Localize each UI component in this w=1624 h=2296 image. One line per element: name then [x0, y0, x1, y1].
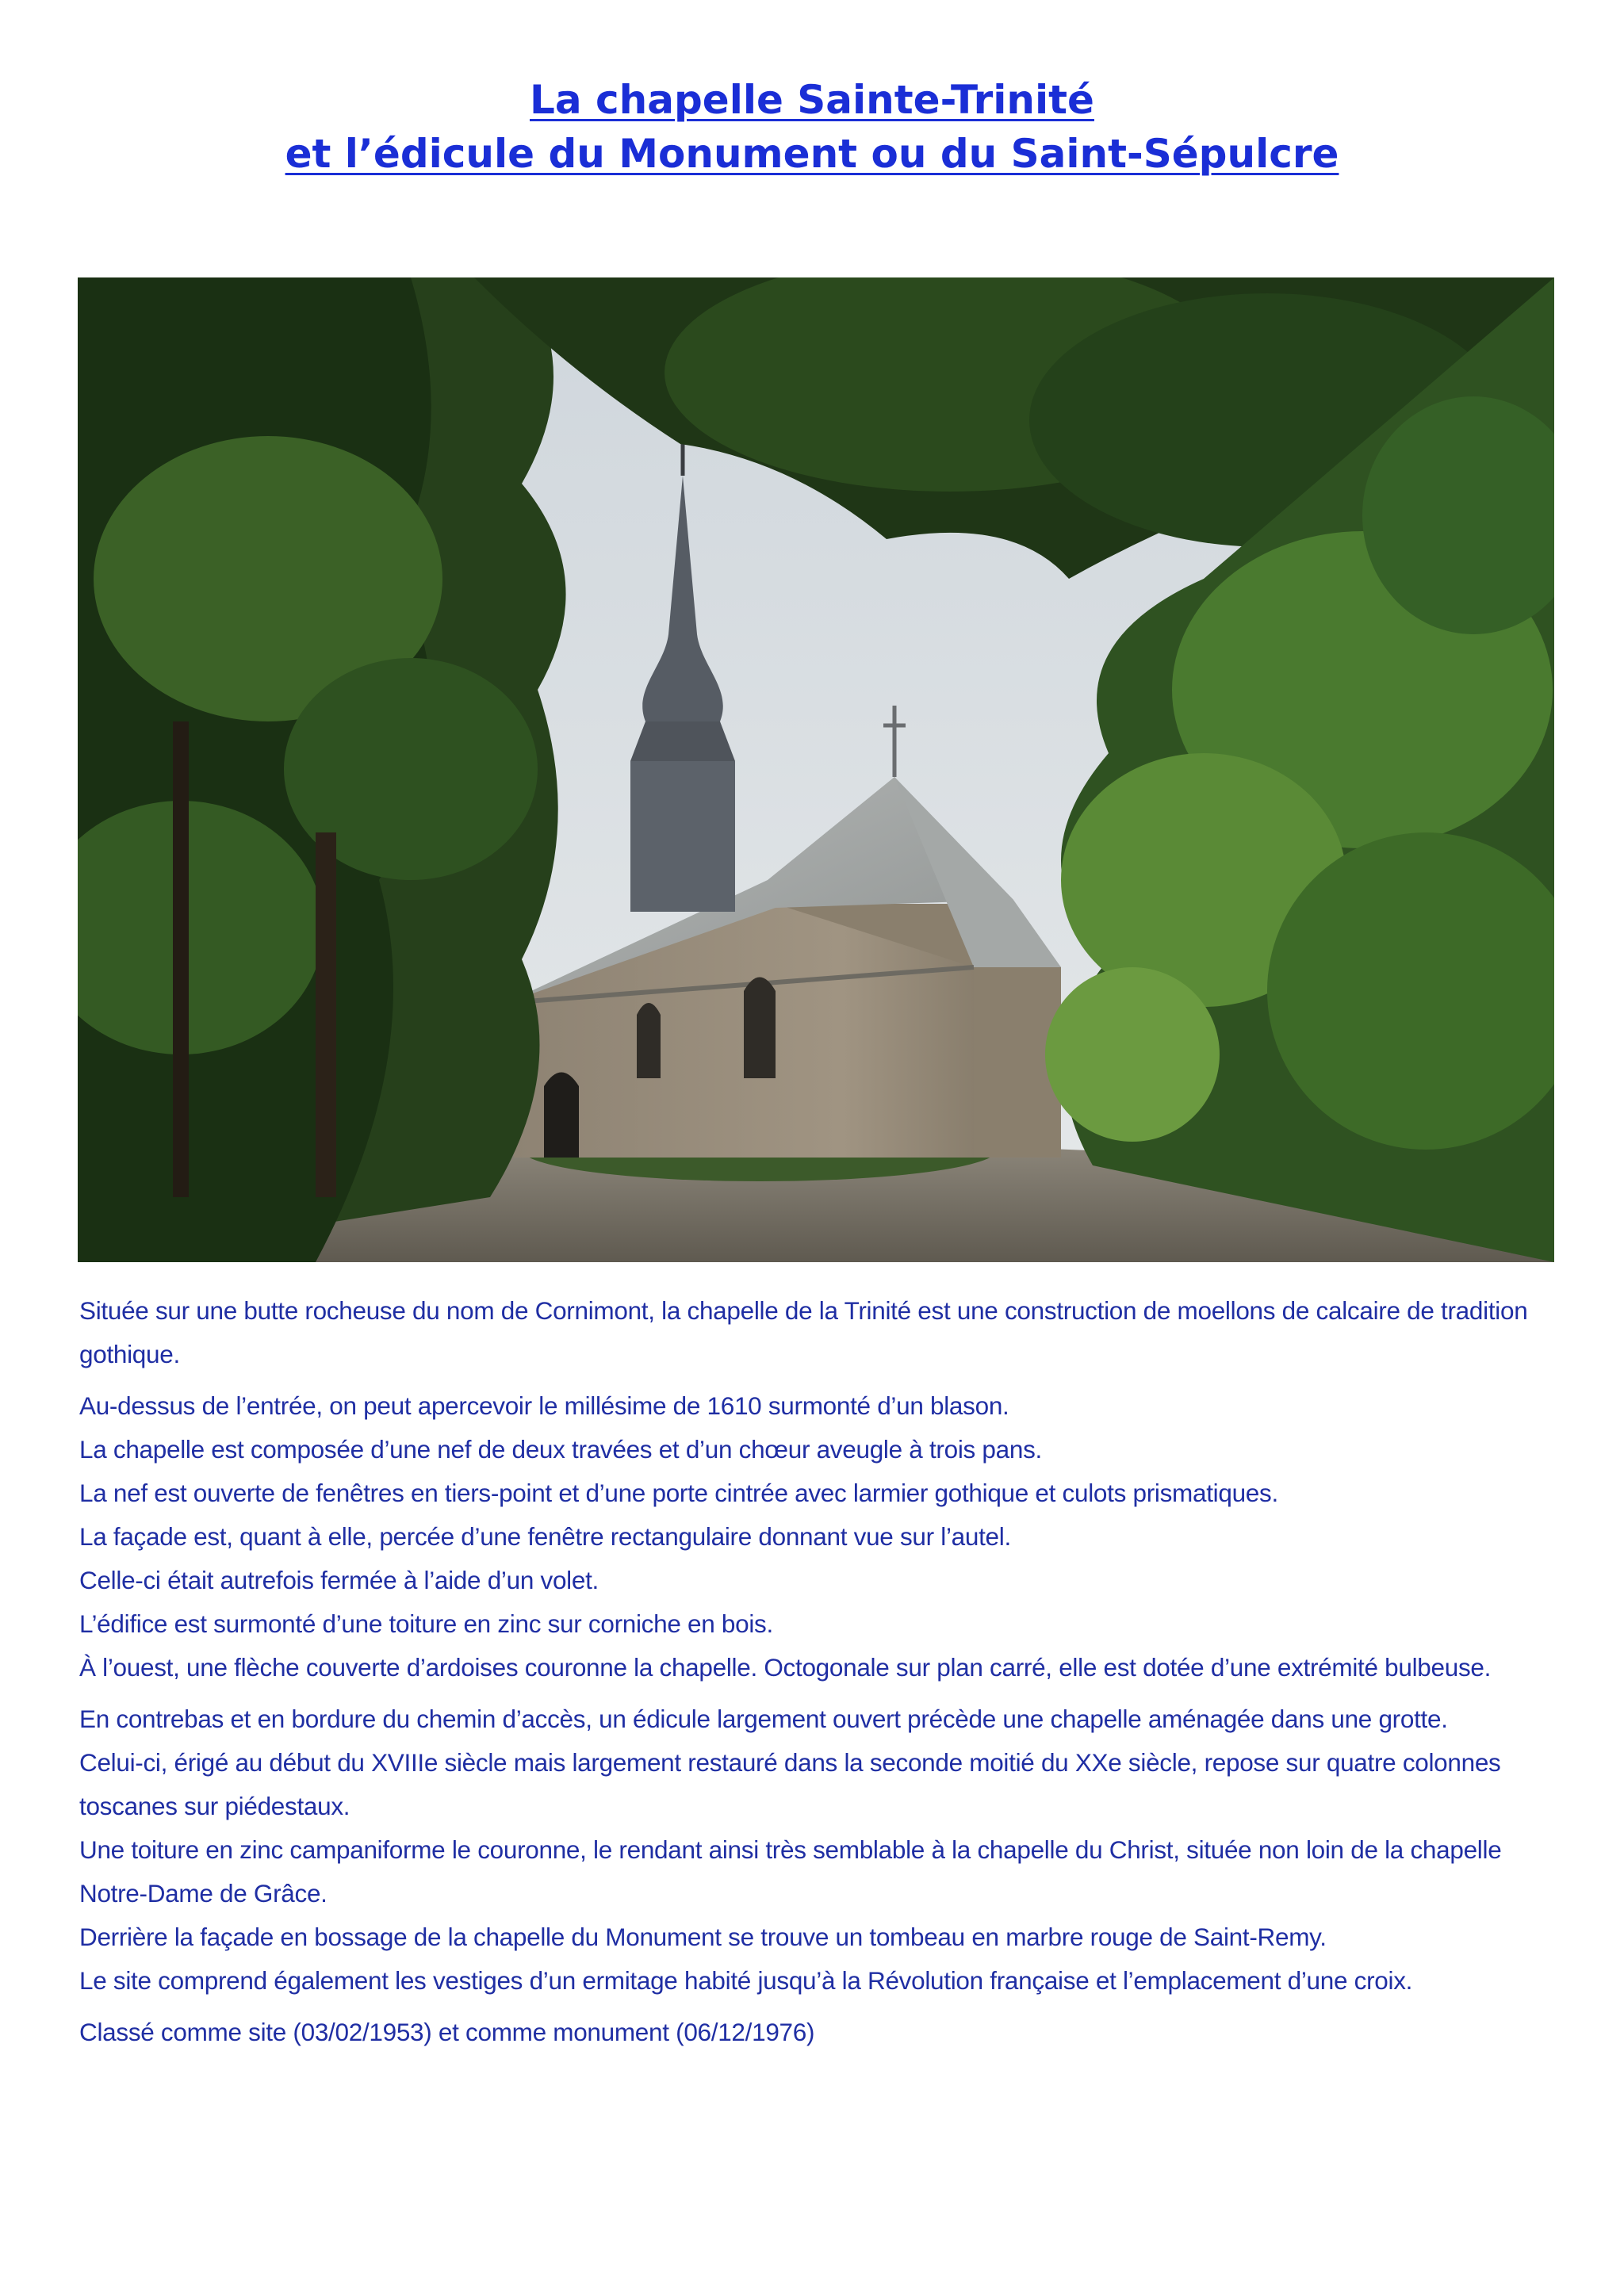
page-title	[0, 73, 1624, 181]
title-line-2: et l’édicule du Monument ou du Saint-Sépulcre	[285, 131, 1339, 177]
paragraph-2-line: Au-dessus de l’entrée, on peut apercevoir le millésime de 1610 surmonté d’un blason.	[79, 1391, 1009, 1420]
paragraph-1: Située sur une butte rocheuse du nom de Cornimont, la chapelle de la Trinité est une construction de moellons de calcaire de tradition gothique.	[79, 1296, 1528, 1368]
paragraph-2-line: La chapelle est composée d’une nef de deux travées et d’un chœur aveugle à trois pans.	[79, 1435, 1042, 1464]
paragraph-4: Classé comme site (03/02/1953) et comme monument (06/12/1976)	[79, 2018, 815, 2046]
paragraph-3-line: Une toiture en zinc campaniforme le couronne, le rendant ainsi très semblable à la chapelle du Christ, située non loin de la chapelle Notre-Dame de Grâce.	[79, 1835, 1502, 1908]
paragraph-2-line: À l’ouest, une flèche couverte d’ardoises couronne la chapelle. Octogonale sur plan carré, elle est dotée d’une extrémité bulbeuse.	[79, 1653, 1492, 1682]
paragraph-3-line: En contrebas et en bordure du chemin d’accès, un édicule largement ouvert précède une chapelle aménagée dans une grotte.	[79, 1705, 1448, 1733]
paragraph-3-line: Le site comprend également les vestiges d’un ermitage habité jusqu’à la Révolution française et l’emplacement d’une croix.	[79, 1966, 1413, 1995]
paragraph-3	[79, 1697, 1554, 2003]
chapel-photo	[78, 277, 1554, 1262]
paragraph-2	[79, 1384, 1554, 1689]
body-text	[79, 1289, 1554, 2062]
paragraph-2-line: La nef est ouverte de fenêtres en tiers-point et d’une porte cintrée avec larmier gothique et culots prismatiques.	[79, 1479, 1278, 1507]
paragraph-3-line: Celui-ci, érigé au début du XVIIIe siècle mais largement restauré dans la seconde moitié du XXe siècle, repose sur quatre colonnes toscanes sur piédestaux.	[79, 1748, 1501, 1820]
paragraph-2-line: La façade est, quant à elle, percée d’une fenêtre rectangulaire donnant vue sur l’autel.	[79, 1522, 1011, 1551]
paragraph-3-line: Derrière la façade en bossage de la chapelle du Monument se trouve un tombeau en marbre rouge de Saint-Remy.	[79, 1923, 1327, 1951]
title-line-1: La chapelle Sainte-Trinité	[530, 77, 1094, 123]
paragraph-2-line: Celle-ci était autrefois fermée à l’aide d’un volet.	[79, 1566, 599, 1594]
paragraph-2-line: L’édifice est surmonté d’une toiture en zinc sur corniche en bois.	[79, 1609, 773, 1638]
